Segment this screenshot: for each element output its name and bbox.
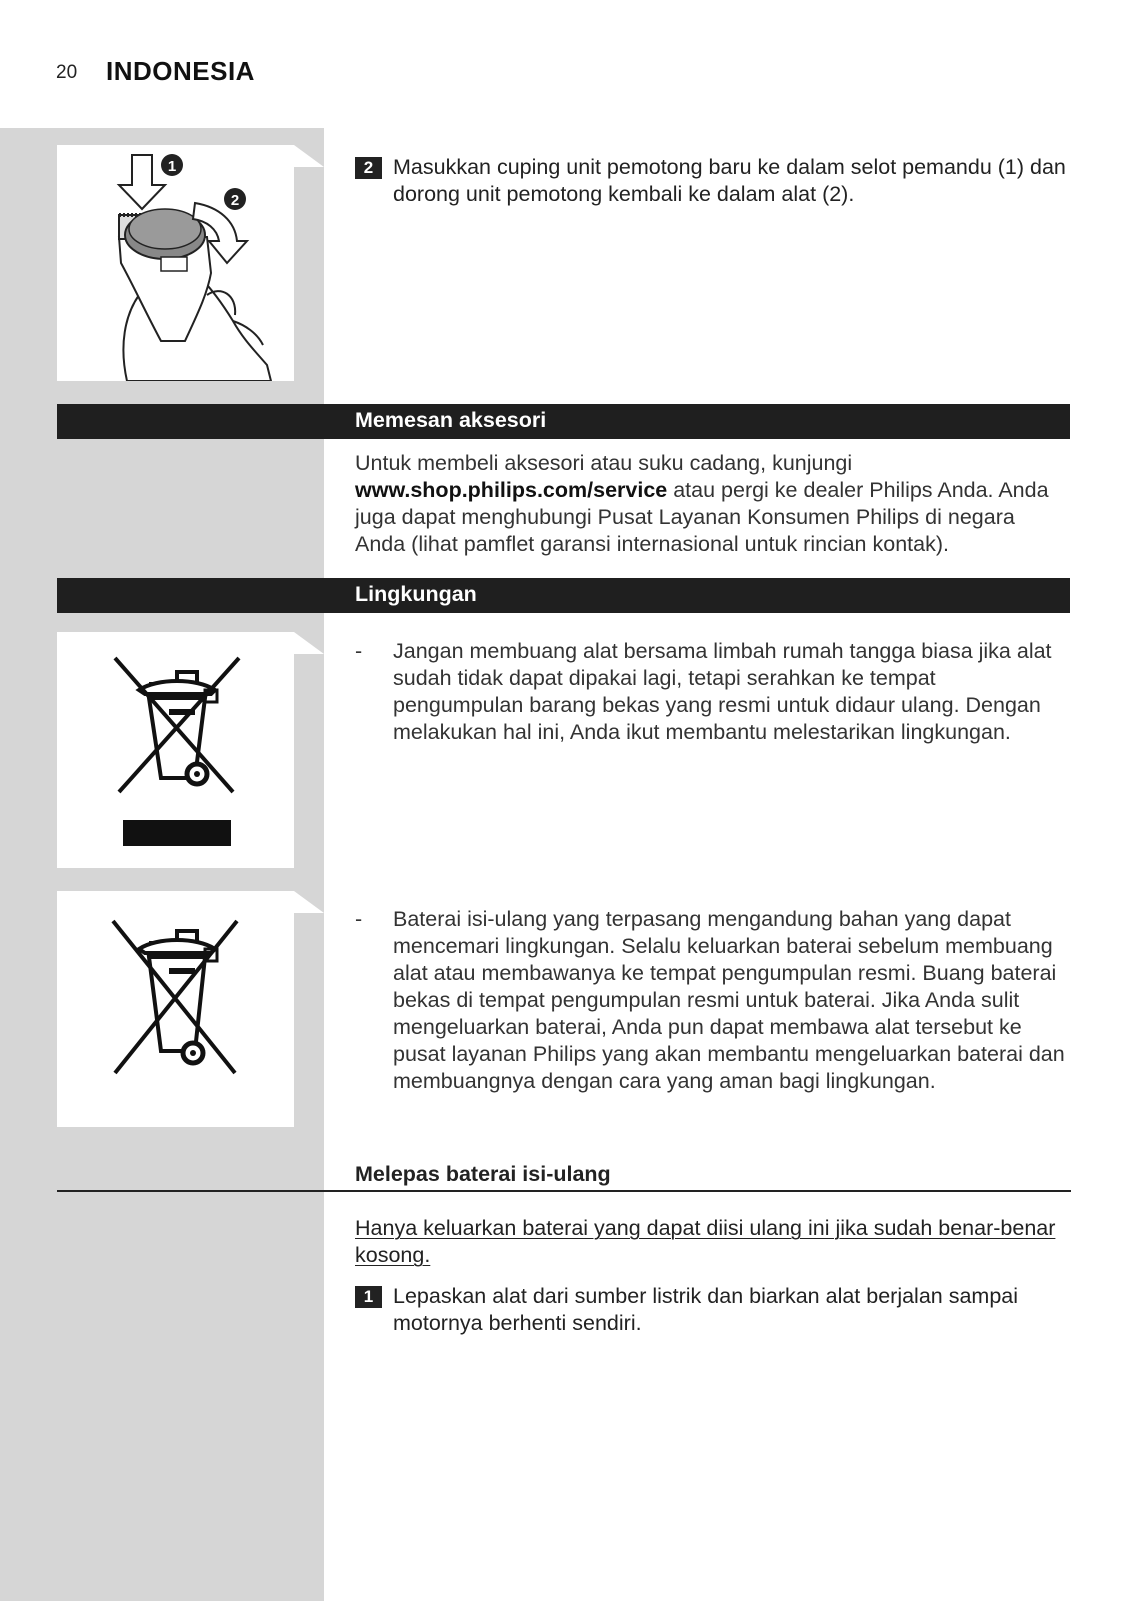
figure-label-1: 1 <box>167 158 177 175</box>
section-divider <box>57 1190 1071 1192</box>
step-number: 1 <box>355 1286 382 1308</box>
bullet-text: Jangan membuang alat bersama limbah rumah tangga biasa jika alat sudah tidak dapat dipakai lagi, tetapi serahkan ke tempat pengumpulan barang bekas yang resmi untuk didaur ulang. Dengan melakukan hal ini, Anda ikut membantu melestarikan lingkungan. <box>393 639 1052 744</box>
battery-warning-note: Hanya keluarkan baterai yang dapat diisi ulang ini jika sudah benar-benar kosong. <box>355 1216 1056 1267</box>
section-title-environment: Lingkungan <box>355 582 477 606</box>
bullet-dash: - <box>355 907 363 931</box>
environment-bullet-1 <box>355 638 1067 746</box>
figure-label-2: 2 <box>230 192 240 209</box>
cutting-unit-insert-illustration <box>57 145 294 381</box>
accessories-text-before: Untuk membeli aksesori atau suku cadang, kunjungi <box>355 451 853 475</box>
accessories-paragraph <box>355 450 1067 558</box>
section-title-battery-removal: Melepas baterai isi-ulang <box>355 1162 611 1186</box>
step-text: Masukkan cuping unit pemotong baru ke dalam selot pemandu (1) dan dorong unit pemotong kembali ke dalam alat (2). <box>393 155 1066 206</box>
bullet-dash: - <box>355 639 363 663</box>
page-number: 20 <box>56 62 78 83</box>
page-language-title: INDONESIA <box>106 56 255 86</box>
section-bar-accessories <box>57 404 1070 439</box>
shop-link[interactable]: www.shop.philips.com/service <box>355 478 668 502</box>
battery-bin-figure <box>57 891 294 1127</box>
step-replace-cutting-unit <box>355 154 1067 208</box>
cutting-unit-figure <box>57 145 294 381</box>
crossed-wheelie-bin-icon <box>57 632 294 868</box>
step-number: 2 <box>355 157 382 179</box>
step-text: Lepaskan alat dari sumber listrik dan biarkan alat berjalan sampai motornya berhenti sendiri. <box>393 1284 1019 1335</box>
accessories-text-after: atau pergi ke dealer Philips Anda. Anda juga dapat menghubungi Pusat Layanan Konsumen Philips di negara Anda (lihat pamflet garansi internasional untuk rincian kontak). <box>355 478 1049 556</box>
environment-bullet-2 <box>355 906 1067 1095</box>
section-bar-environment <box>57 578 1070 613</box>
bullet-text: Baterai isi-ulang yang terpasang mengandung bahan yang dapat mencemari lingkungan. Selalu keluarkan baterai sebelum membuang alat atau membawanya ke tempat pengumpulan resmi. Buang baterai bekas di tempat pengumpulan resmi untuk baterai. Jika Anda sulit mengeluarkan baterai, Anda pun dapat membawa alat tersebut ke pusat layanan Philips yang akan membantu mengeluarkan baterai dan membuangnya dengan cara yang aman bagi lingkungan. <box>393 907 1065 1093</box>
step-disconnect <box>355 1283 1067 1337</box>
crossed-wheelie-bin-battery-icon <box>57 891 294 1127</box>
section-title-accessories: Memesan aksesori <box>355 408 547 432</box>
wheelie-bin-figure <box>57 632 294 868</box>
